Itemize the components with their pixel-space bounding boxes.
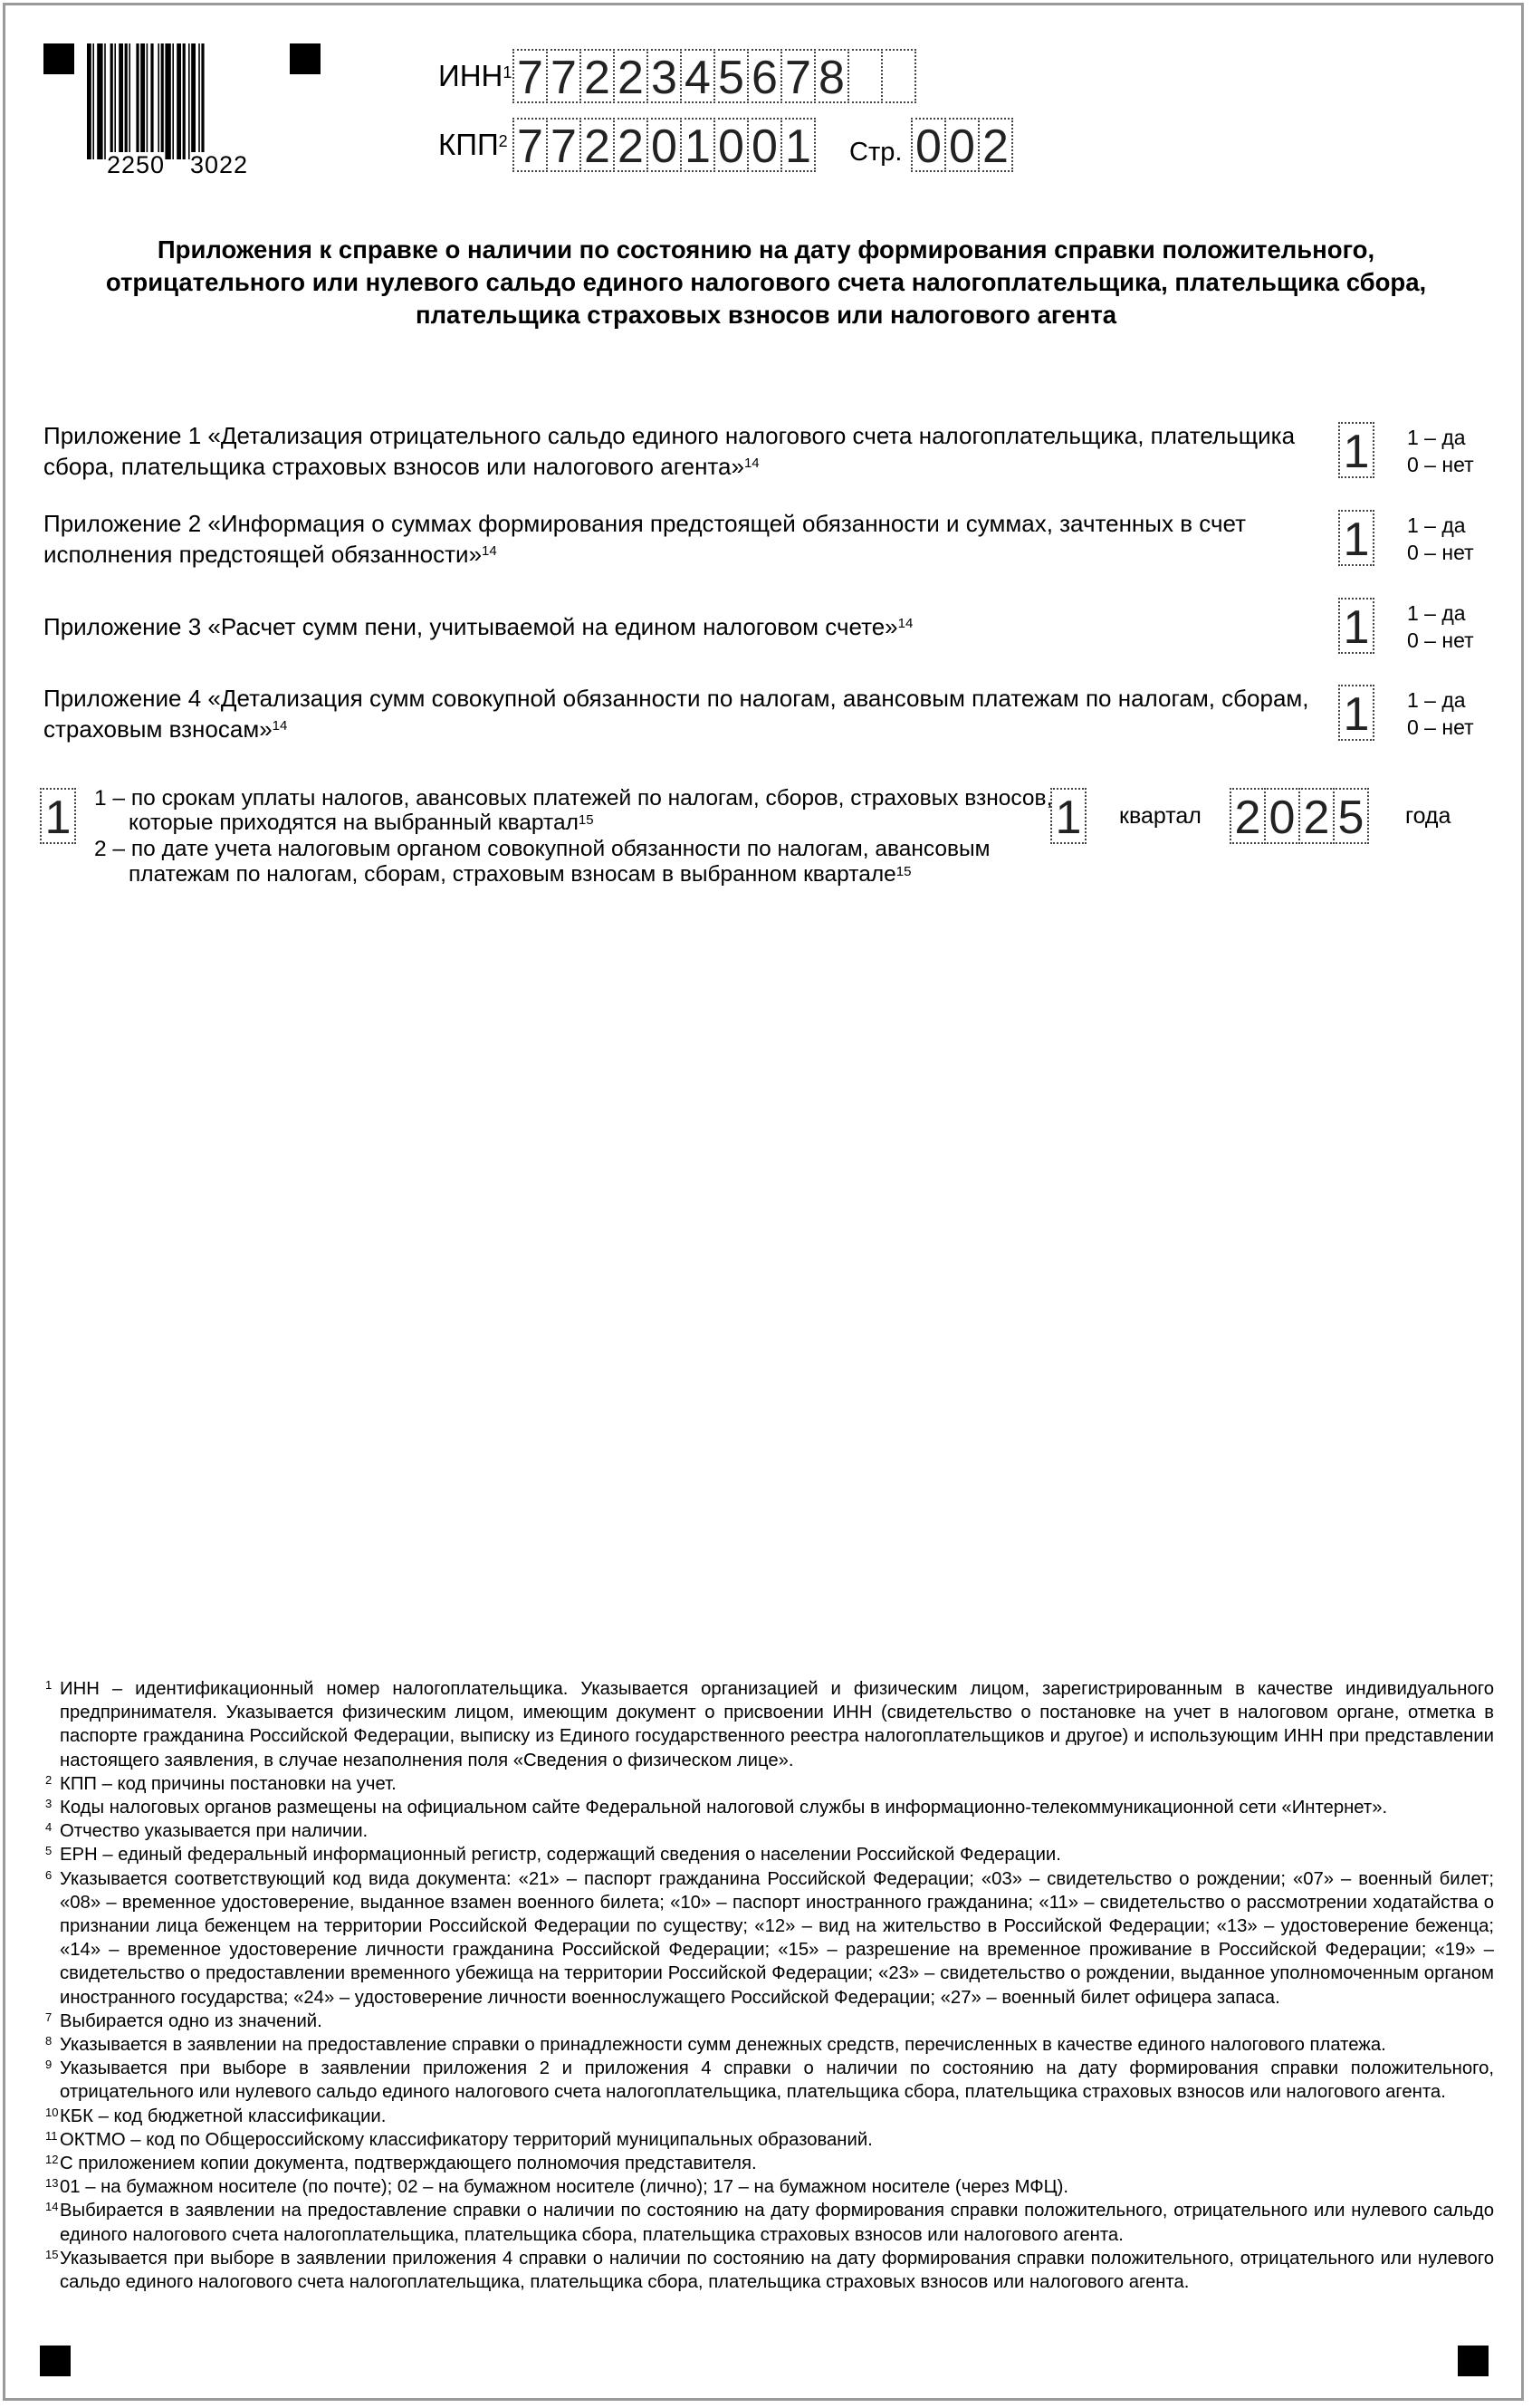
footnote-2 bbox=[45, 1772, 1494, 1796]
quarter-label: квартал bbox=[1119, 803, 1202, 829]
barcode-bar bbox=[158, 43, 159, 159]
barcode-bar bbox=[161, 43, 164, 159]
inn-digit-cell[interactable]: 2 bbox=[579, 49, 615, 103]
footnote-7 bbox=[45, 2010, 1494, 2033]
period-option-1: 1 – по срокам уплаты налогов, авансовых платежей по налогам, сборов, страховых взносов, bbox=[94, 786, 1053, 811]
footnote-text: Выбирается в заявлении на предоставление справки о наличии по состоянию на дату формирования справки положительного, отрицательного или нулевого сальдо единого налогового счета налогоплательщика, плательщика сбора, плательщика страховых взносов или налогового агента. bbox=[60, 2201, 1494, 2245]
inn-digit-cell[interactable]: 7 bbox=[546, 49, 581, 103]
footnote-text: ОКТМО – код по Общероссийскому классификатору территорий муниципальных образований. bbox=[60, 2129, 873, 2150]
corner-marker-bottom-left bbox=[40, 2346, 71, 2376]
footnote-3 bbox=[45, 1796, 1494, 1819]
footnotes bbox=[45, 1677, 1494, 2294]
footnote-text: КБК – код бюджетной классификации. bbox=[60, 2106, 387, 2126]
inn-digit-cell[interactable]: 8 bbox=[814, 49, 849, 103]
footnote-4 bbox=[45, 1819, 1494, 1843]
footnote-text: С приложением копии документа, подтверждающего полномочия представителя. bbox=[60, 2154, 757, 2174]
appendix-2-value[interactable] bbox=[1338, 510, 1373, 566]
inn-digit-cell[interactable]: 7 bbox=[780, 49, 816, 103]
legend-no: 0 – нет bbox=[1407, 715, 1474, 739]
inn-digit-cell[interactable]: 2 bbox=[613, 49, 648, 103]
year-field[interactable] bbox=[1230, 788, 1367, 844]
kpp-digit-cell[interactable]: 7 bbox=[546, 118, 581, 172]
kpp-field[interactable] bbox=[512, 118, 814, 172]
footnote-number: 3 bbox=[45, 1797, 53, 1811]
inn-digit-cell[interactable]: 4 bbox=[680, 49, 715, 103]
appendix-1-legend bbox=[1407, 424, 1474, 478]
footnote-number: 6 bbox=[45, 1867, 53, 1882]
barcode-bar bbox=[136, 43, 139, 159]
kpp-digit-cell[interactable]: 0 bbox=[646, 118, 682, 172]
legend-no: 0 – нет bbox=[1407, 628, 1474, 652]
appendix-2-text: Приложение 2 «Информация о суммах формирования предстоящей обязанности и суммах, зачтенных в счет исполнения предстоящей обязанности»$^{14}$ bbox=[43, 510, 1246, 568]
footnote-text: Указывается соответствующий код вида документа: «21» – паспорт гражданина Российской Федерации; «03» – свидетельство о рождении; «07» – военный билет; «08» – временное удостоверение, выданное взамен военного билета; «10» – паспорт иностранного гражданина; «11» – свидетельство о рассмотрении ходатайства о признании лица беженцем на территории Российской Федерации по существу; «12» – вид на жительство в Российской Федерации; «13» – удостоверение беженца; «14» – временное удостоверение личности гражданина Российской Федерации; «15» – разрешение на временное проживание в Российской Федерации; «19» – свидетельство о предоставлении временного убежища на территории Российской Федерации; «23» – свидетельство о рождении, выданное уполномоченным органом иностранного государства; «24» – удостоверение личности военнослужащего Российской Федерации; «27» – военный билет офицера запаса. bbox=[60, 1868, 1494, 2008]
barcode-bar bbox=[201, 43, 204, 159]
barcode-bar bbox=[140, 43, 145, 159]
footnote-9 bbox=[45, 2057, 1494, 2104]
period-mode-cell[interactable]: 1 bbox=[40, 788, 76, 844]
year-digit-cell[interactable]: 2 bbox=[1298, 788, 1335, 844]
barcode-bar bbox=[191, 43, 196, 159]
inn-digit-cell[interactable] bbox=[881, 49, 916, 103]
footnote-text: КПП – код причины постановки на учет. bbox=[60, 1773, 397, 1794]
appendix-1-cell[interactable]: 1 bbox=[1338, 422, 1374, 478]
kpp-digit-cell[interactable]: 7 bbox=[512, 118, 548, 172]
legend-yes: 1 – да bbox=[1407, 426, 1466, 449]
kpp-digit-cell[interactable]: 1 bbox=[780, 118, 816, 172]
barcode-bar bbox=[183, 43, 186, 159]
period-option-1-cont: которые приходятся на выбранный квартал$^{15}$ bbox=[129, 811, 594, 835]
footnote-number: 11 bbox=[45, 2128, 58, 2143]
corner-marker-bottom-right bbox=[1458, 2346, 1489, 2376]
appendix-2-cell[interactable]: 1 bbox=[1338, 510, 1374, 566]
kpp-digit-cell[interactable]: 1 bbox=[680, 118, 715, 172]
inn-digit-cell[interactable]: 5 bbox=[713, 49, 749, 103]
barcode-bar bbox=[110, 43, 113, 159]
footnote-number: 13 bbox=[45, 2176, 59, 2191]
barcode-bar bbox=[92, 43, 94, 159]
kpp-digit-cell[interactable]: 0 bbox=[747, 118, 782, 172]
period-option-2: 2 – по дате учета налоговым органом совокупной обязанности по налогам, авансовым bbox=[94, 837, 991, 861]
appendix-1-text: Приложение 1 «Детализация отрицательного сальдо единого налогового счета налогоплательщика, плательщика сбора, плательщика страховых взносов или налогового агента»$^{14}$ bbox=[43, 422, 1296, 480]
footnote-12 bbox=[45, 2152, 1494, 2175]
footnote-text: Отчество указывается при наличии. bbox=[60, 1821, 369, 1842]
footnote-number: 15 bbox=[45, 2247, 59, 2261]
footnote-text: ЕРН – единый федеральный информационный регистр, содержащий сведения о населении Российской Федерации. bbox=[60, 1845, 1061, 1866]
appendix-4-value[interactable] bbox=[1338, 685, 1373, 741]
barcode-bar bbox=[97, 43, 102, 159]
barcode-bar bbox=[114, 43, 116, 159]
barcode-bar bbox=[104, 43, 106, 159]
page-digit-cell[interactable]: 0 bbox=[911, 118, 946, 172]
kpp-label: КПП$^2$ bbox=[438, 128, 508, 161]
page-number-field[interactable] bbox=[911, 118, 1011, 172]
footnote-13 bbox=[45, 2175, 1494, 2199]
barcode-bar bbox=[150, 43, 153, 159]
corner-marker-top-right bbox=[290, 43, 321, 74]
appendix-1-value[interactable] bbox=[1338, 422, 1373, 478]
inn-digit-cell[interactable] bbox=[847, 49, 883, 103]
footnote-text: Указывается при выборе в заявлении приложения 2 и приложения 4 справки о наличии по состоянию на дату формирования справки положительного, отрицательного или нулевого сальдо единого налогового счета налогоплательщика, плательщика сбора, плательщика страховых взносов или налогового агента. bbox=[60, 2058, 1494, 2103]
footnote-6 bbox=[45, 1867, 1494, 2010]
appendix-3-legend bbox=[1407, 600, 1474, 654]
appendix-4-text: Приложение 4 «Детализация сумм совокупной обязанности по налогам, авансовым платежам по налогам, сборам, страховым взносам»$^{14}$ bbox=[43, 685, 1309, 743]
legend-yes: 1 – да bbox=[1407, 601, 1466, 625]
quarter-value[interactable] bbox=[1050, 788, 1085, 844]
inn-label: ИНН$^1$ bbox=[438, 59, 512, 92]
barcode-bar bbox=[165, 43, 170, 159]
footnote-15 bbox=[45, 2247, 1494, 2294]
footnote-14 bbox=[45, 2199, 1494, 2246]
footnote-number: 12 bbox=[45, 2153, 59, 2167]
inn-field[interactable] bbox=[512, 49, 914, 103]
legend-no: 0 – нет bbox=[1407, 541, 1474, 564]
legend-yes: 1 – да bbox=[1407, 688, 1466, 712]
footnote-number: 2 bbox=[45, 1772, 53, 1787]
page-title: Приложения к справке о наличии по состоянию на дату формирования справки положительного, отрицательного или нулевого сальдо единого налогового счета налогоплательщика, плательщика сбора, плательщика страховых взносов или налогового агента bbox=[105, 235, 1427, 329]
page-digit-cell[interactable]: 2 bbox=[978, 118, 1013, 172]
year-digit-cell[interactable]: 5 bbox=[1333, 788, 1369, 844]
year-digit-cell[interactable]: 0 bbox=[1264, 788, 1300, 844]
footnote-5 bbox=[45, 1843, 1494, 1866]
barcode-bar bbox=[147, 43, 148, 159]
appendix-3-text: Приложение 3 «Расчет сумм пени, учитываемой на едином налоговом счете»$^{14}$ bbox=[43, 613, 914, 640]
appendix-2-legend bbox=[1407, 512, 1474, 566]
appendix-4-legend bbox=[1407, 686, 1474, 741]
footnote-8 bbox=[45, 2033, 1494, 2057]
appendix-3-value[interactable] bbox=[1338, 598, 1373, 654]
footnote-number: 5 bbox=[45, 1844, 53, 1858]
legend-no: 0 – нет bbox=[1407, 453, 1474, 476]
footnote-text: ИНН – идентификационный номер налогоплательщика. Указывается организацией и физическим лицом, зарегистрированным в качестве индивидуального предпринимателя. Указывается физическим лицом, имеющим документ о присвоении ИНН (свидетельство о постановке на учет в налоговом органе, отметка в паспорте гражданина Российской Федерации, выписку из Единого государственного реестра налогоплательщиков и другое) и использующим ИНН при представлении настоящего заявления, в случае незаполнения поля «Сведения о физическом лице». bbox=[60, 1679, 1494, 1770]
appendix-3-cell[interactable]: 1 bbox=[1338, 598, 1374, 654]
kpp-digit-cell[interactable]: 2 bbox=[579, 118, 615, 172]
inn-digit-cell[interactable]: 3 bbox=[646, 49, 682, 103]
period-mode-value[interactable] bbox=[40, 788, 74, 844]
footnote-number: 7 bbox=[45, 2010, 53, 2024]
barcode-bar bbox=[177, 43, 181, 159]
footnote-number: 1 bbox=[45, 1678, 53, 1692]
page-number-label: Стр. bbox=[849, 138, 903, 167]
inn-digit-cell[interactable]: 6 bbox=[747, 49, 782, 103]
barcode-bar bbox=[119, 43, 123, 159]
appendix-4-cell[interactable]: 1 bbox=[1338, 685, 1374, 741]
footnote-text: 01 – на бумажном носителе (по почте); 02 – на бумажном носителе (лично); 17 – на бумажном носителе (через МФЦ). bbox=[60, 2177, 1069, 2198]
period-option-2-cont: платежам по налогам, сборам, страховым взносам в выбранном квартале$^{15}$ bbox=[129, 862, 912, 887]
footnote-11 bbox=[45, 2128, 1494, 2152]
footnote-number: 9 bbox=[45, 2058, 53, 2072]
barcode-bar bbox=[188, 43, 190, 159]
barcode-bar bbox=[125, 43, 128, 159]
year-digit-cell[interactable]: 2 bbox=[1230, 788, 1266, 844]
page-digit-cell[interactable]: 0 bbox=[944, 118, 980, 172]
footnote-1 bbox=[45, 1677, 1494, 1772]
barcode-bar bbox=[87, 43, 91, 159]
footnote-text: Выбирается одно из значений. bbox=[60, 2010, 322, 2031]
year-label: года bbox=[1405, 803, 1451, 829]
barcode-number-left: 2250 bbox=[107, 151, 166, 178]
footnote-number: 10 bbox=[45, 2105, 59, 2119]
barcode-number-right: 3022 bbox=[190, 151, 249, 178]
inn-digit-cell[interactable]: 7 bbox=[512, 49, 548, 103]
kpp-digit-cell[interactable]: 2 bbox=[613, 118, 648, 172]
legend-yes: 1 – да bbox=[1407, 513, 1466, 537]
footnote-number: 4 bbox=[45, 1820, 53, 1835]
footnote-text: Указывается при выборе в заявлении приложения 4 справки о наличии по состоянию на дату формирования справки положительного, отрицательного или нулевого сальдо единого налогового счета налогоплательщика, плательщика сбора, плательщика страховых взносов или налогового агента. bbox=[60, 2248, 1494, 2293]
quarter-cell[interactable]: 1 bbox=[1050, 788, 1087, 844]
footnote-text: Коды налоговых органов размещены на официальном сайте Федеральной налоговой службы в информационно-телекоммуникационной сети «Интернет». bbox=[60, 1798, 1388, 1818]
footnote-number: 14 bbox=[45, 2200, 59, 2214]
corner-marker-top-left bbox=[43, 43, 74, 74]
footnote-10 bbox=[45, 2105, 1494, 2128]
footnote-number: 8 bbox=[45, 2034, 53, 2048]
barcode-bar bbox=[172, 43, 174, 159]
barcode-bar bbox=[198, 43, 200, 159]
barcode-image bbox=[87, 43, 264, 159]
kpp-digit-cell[interactable]: 0 bbox=[713, 118, 749, 172]
barcode-bar bbox=[129, 43, 130, 159]
footnote-text: Указывается в заявлении на предоставление справки о принадлежности сумм денежных средств, перечисленных в качестве единого налогового платежа. bbox=[60, 2035, 1386, 2056]
